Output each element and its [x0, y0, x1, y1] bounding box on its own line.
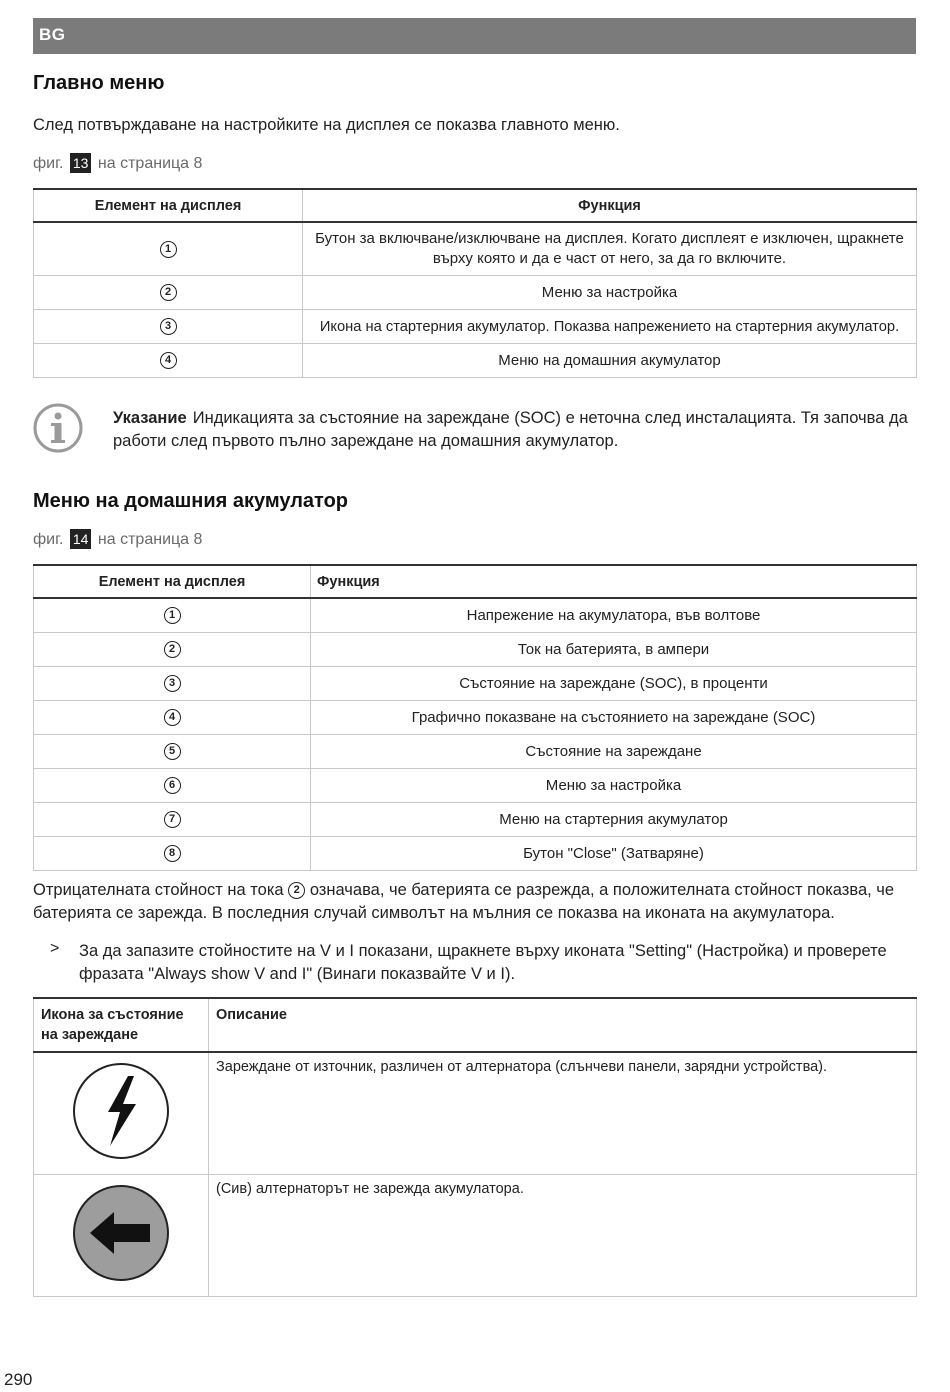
charge-status-icon-table: [33, 997, 917, 1297]
section-title-main-menu: Главно меню: [33, 72, 165, 94]
arrow-left-icon: [72, 1270, 170, 1286]
table-row: [34, 633, 917, 667]
item-number: 2: [288, 882, 305, 899]
lightning-icon: [72, 1148, 170, 1164]
item-number: 7: [164, 811, 181, 828]
table-row: [34, 701, 917, 735]
fig-number: 13: [70, 153, 92, 173]
item-number: 4: [160, 352, 177, 369]
paragraph-text: означава, че батерията се разрежда, а положителната стойност показва, че батерията се зарежда. В последния случай символът на мълния се показва на иконата на акумулатора.: [33, 881, 895, 922]
column-header: Описание: [209, 998, 917, 1052]
description-cell: (Сив) алтернаторът не зарежда акумулатора.: [209, 1174, 917, 1296]
function-cell: Графично показване на състоянието на зареждане (SOC): [311, 701, 917, 735]
table-row: [34, 310, 917, 344]
item-number: 6: [164, 777, 181, 794]
fig-prefix: фиг.: [33, 531, 64, 548]
table-header-row: [34, 189, 917, 222]
item-number: 1: [164, 607, 181, 624]
instruction-text: За да запазите стойностите на V и I показани, щракнете върху иконата "Setting" (Настройка) и проверете фразата "Always show V and I" (Винаги показвайте V и I).: [79, 942, 887, 983]
fig-prefix: фиг.: [33, 155, 64, 172]
fig-suffix: на страница 8: [97, 155, 203, 172]
description-cell: Зареждане от източник, различен от алтернатора (слънчеви панели, зарядни устройства).: [209, 1052, 917, 1174]
item-number: 2: [160, 284, 177, 301]
main-menu-intro: След потвърждаване на настройките на дисплея се показва главното меню.: [33, 116, 620, 134]
function-cell: Икона на стартерния акумулатор. Показва напрежението на стартерния акумулатор.: [303, 310, 917, 344]
figure-reference-14: [33, 529, 202, 549]
table-row: [34, 837, 917, 871]
language-code: BG: [39, 25, 66, 44]
table-row: [34, 769, 917, 803]
function-cell: Напрежение на акумулатора, във волтове: [311, 598, 917, 633]
fig-suffix: на страница 8: [97, 531, 203, 548]
function-cell: Меню за настройка: [311, 769, 917, 803]
item-number: 2: [164, 641, 181, 658]
table-row: [34, 735, 917, 769]
item-number: 1: [160, 241, 177, 258]
function-cell: Състояние на зареждане (SOC), в проценти: [311, 667, 917, 701]
note-block: [113, 407, 913, 453]
function-cell: Ток на батерията, в ампери: [311, 633, 917, 667]
table-row: [34, 1174, 917, 1296]
function-cell: Бутон за включване/изключване на дисплея. Когато дисплеят е изключен, щракнете върху която и да е част от него, за да го включите.: [303, 222, 917, 276]
note-label: Указание: [113, 409, 187, 427]
table-row: [34, 344, 917, 378]
function-cell: Меню на стартерния акумулатор: [311, 803, 917, 837]
table-row: [34, 803, 917, 837]
column-header: Функция: [311, 565, 917, 598]
table-row: [34, 222, 917, 276]
function-cell: Меню на домашния акумулатор: [303, 344, 917, 378]
table-row: [34, 1052, 917, 1174]
function-cell: Меню за настройка: [303, 276, 917, 310]
table-header-row: [34, 565, 917, 598]
paragraph-text: Отрицателната стойност на тока: [33, 881, 284, 899]
info-icon: [33, 403, 83, 453]
table-row: [34, 598, 917, 633]
column-header: Функция: [303, 189, 917, 222]
note-text: Индикацията за състояние на зареждане (SOC) е неточна след инсталацията. Тя започва да работи след първото пълно зареждане на домашния акумулатор.: [113, 409, 908, 450]
table-row: [34, 276, 917, 310]
fig-number: 14: [70, 529, 92, 549]
table-row: [34, 667, 917, 701]
home-battery-table: [33, 564, 917, 871]
item-number: 3: [164, 675, 181, 692]
current-explanation-paragraph: [33, 879, 913, 925]
page-number: 290: [4, 1370, 33, 1389]
column-header: Елемент на дисплея: [34, 189, 303, 222]
function-cell: Състояние на зареждане: [311, 735, 917, 769]
main-menu-table: [33, 188, 917, 378]
section-title-home-battery-menu: Меню на домашния акумулатор: [33, 490, 349, 512]
bullet-marker: >: [50, 940, 60, 957]
table-header-row: [34, 998, 917, 1052]
column-header: Елемент на дисплея: [34, 565, 311, 598]
item-number: 5: [164, 743, 181, 760]
item-number: 3: [160, 318, 177, 335]
language-header-bar: [33, 18, 916, 54]
column-header: Икона за състояние на зареждане: [34, 998, 209, 1052]
figure-reference-13: [33, 153, 202, 173]
item-number: 4: [164, 709, 181, 726]
function-cell: Бутон "Close" (Затваряне): [311, 837, 917, 871]
item-number: 8: [164, 845, 181, 862]
